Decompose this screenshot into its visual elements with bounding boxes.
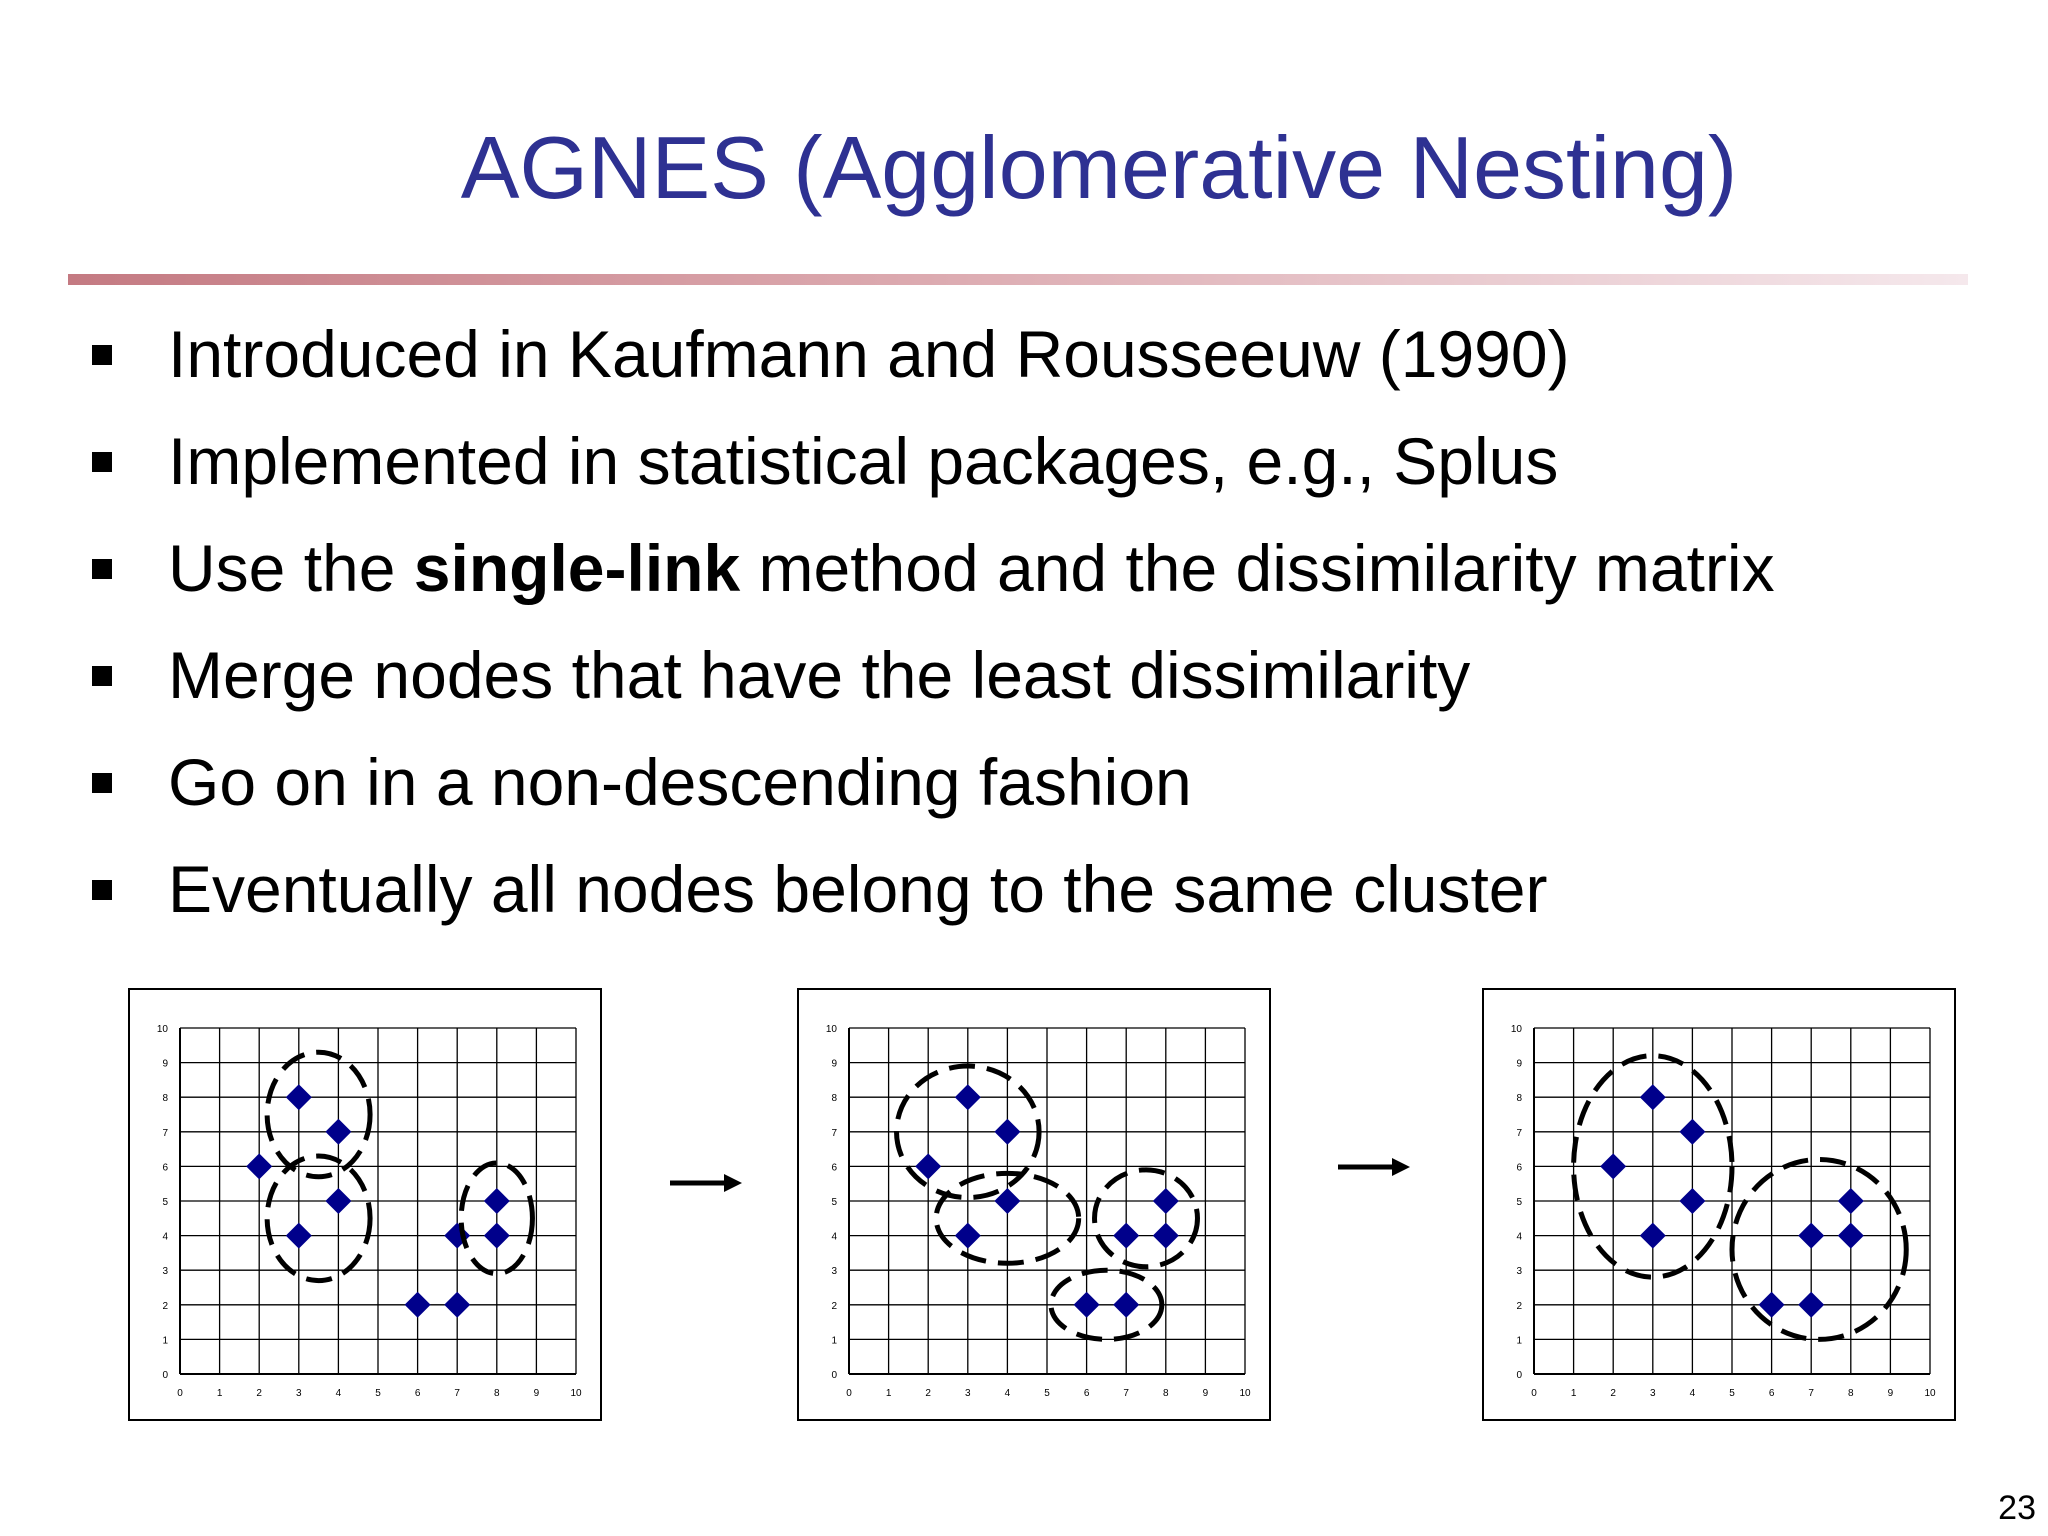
y-tick-label: 8	[1516, 1093, 1522, 1105]
y-tick-label: 2	[162, 1300, 168, 1312]
y-tick-label: 4	[1516, 1231, 1522, 1243]
data-point	[286, 1084, 312, 1110]
bullet-text-part: Merge nodes that have the least dissimilarity	[168, 637, 1471, 712]
data-point	[1679, 1188, 1705, 1214]
data-point	[444, 1292, 470, 1318]
x-tick-label: 9	[1202, 1388, 1209, 1399]
y-tick-label: 3	[162, 1266, 168, 1278]
data-point	[1838, 1188, 1864, 1214]
y-tick-label: 10	[825, 1024, 837, 1035]
bullet-square-icon	[92, 452, 112, 472]
bullet-item	[88, 835, 1988, 942]
data-point	[1074, 1292, 1100, 1318]
x-tick-label: 0	[1531, 1388, 1537, 1399]
bullet-text-part: method and the dissimilarity matrix	[740, 530, 1775, 605]
bullet-square-icon	[92, 345, 112, 365]
data-point	[955, 1223, 981, 1249]
bullet-list	[88, 300, 1988, 942]
y-tick-label: 3	[831, 1266, 837, 1278]
bullet-text	[168, 423, 1558, 499]
y-tick-label: 2	[1516, 1300, 1522, 1312]
y-tick-label: 9	[162, 1058, 168, 1070]
arrow-right-icon	[1336, 1152, 1412, 1182]
x-tick-label: 3	[965, 1388, 971, 1399]
y-tick-label: 3	[1516, 1266, 1522, 1278]
bullet-item	[88, 621, 1988, 728]
chart-step-3-plot	[1484, 990, 1958, 1423]
title-divider	[68, 274, 1968, 285]
data-point	[484, 1188, 510, 1214]
bullet-text	[168, 637, 1470, 713]
data-point	[1838, 1223, 1864, 1249]
cluster-outline	[1732, 1159, 1906, 1339]
chart-step-1-plot	[130, 990, 604, 1423]
x-tick-label: 0	[177, 1388, 183, 1399]
y-tick-label: 10	[156, 1024, 168, 1035]
bullet-item	[88, 728, 1988, 835]
y-tick-label: 8	[831, 1093, 837, 1105]
x-tick-label: 6	[414, 1388, 421, 1399]
data-point	[246, 1153, 272, 1179]
bullet-square-icon	[92, 666, 112, 686]
y-tick-label: 7	[831, 1127, 837, 1139]
y-tick-label: 0	[1516, 1370, 1522, 1381]
bullet-item	[88, 514, 1988, 621]
y-tick-label: 2	[831, 1300, 837, 1312]
data-point	[915, 1153, 941, 1179]
bullet-text-part: Use the	[168, 530, 414, 605]
y-tick-label: 10	[1510, 1024, 1522, 1035]
x-tick-label: 10	[1239, 1388, 1251, 1399]
bullet-text	[168, 744, 1192, 820]
y-tick-label: 1	[1516, 1335, 1522, 1347]
bullet-square-icon	[92, 880, 112, 900]
bullet-text	[168, 530, 1775, 606]
x-tick-label: 10	[570, 1388, 582, 1399]
bullet-text-part: Implemented in statistical packages, e.g., Splus	[168, 423, 1559, 498]
x-tick-label: 2	[256, 1388, 262, 1399]
x-tick-label: 5	[1729, 1388, 1735, 1399]
data-point	[1798, 1292, 1824, 1318]
x-tick-label: 8	[1163, 1388, 1169, 1399]
bullet-text	[168, 851, 1548, 927]
y-tick-label: 0	[162, 1370, 168, 1381]
data-point	[325, 1119, 351, 1145]
arrow-right-icon	[668, 1168, 744, 1198]
y-tick-label: 8	[162, 1093, 168, 1105]
y-tick-label: 7	[162, 1127, 168, 1139]
data-point	[484, 1223, 510, 1249]
page-number: 23	[1998, 1489, 2036, 1527]
y-tick-label: 1	[162, 1335, 168, 1347]
x-tick-label: 1	[1570, 1388, 1577, 1399]
data-point	[1640, 1084, 1666, 1110]
y-tick-label: 4	[831, 1231, 837, 1243]
x-tick-label: 2	[1610, 1388, 1616, 1399]
y-tick-label: 5	[162, 1197, 168, 1208]
y-tick-label: 6	[831, 1162, 837, 1174]
cluster-outline	[1095, 1170, 1198, 1267]
x-tick-label: 4	[335, 1388, 342, 1399]
x-tick-label: 5	[1044, 1388, 1050, 1399]
x-tick-label: 0	[846, 1388, 852, 1399]
bullet-item	[88, 407, 1988, 514]
y-tick-label: 9	[831, 1058, 837, 1070]
bullet-text-part: Go on in a non-descending fashion	[168, 744, 1192, 819]
x-tick-label: 3	[296, 1388, 302, 1399]
data-point	[1798, 1223, 1824, 1249]
data-point	[1153, 1223, 1179, 1249]
y-tick-label: 4	[162, 1231, 168, 1243]
x-tick-label: 4	[1689, 1388, 1696, 1399]
bullet-text-part: Eventually all nodes belong to the same cluster	[168, 851, 1548, 926]
x-tick-label: 5	[375, 1388, 381, 1399]
x-tick-label: 8	[1848, 1388, 1854, 1399]
bullet-item	[88, 300, 1988, 407]
y-tick-label: 1	[831, 1335, 837, 1347]
data-point	[1113, 1223, 1139, 1249]
y-tick-label: 6	[162, 1162, 168, 1174]
y-tick-label: 5	[831, 1197, 837, 1208]
x-tick-label: 9	[533, 1388, 540, 1399]
x-tick-label: 8	[494, 1388, 500, 1399]
x-tick-label: 6	[1768, 1388, 1775, 1399]
bullet-text	[168, 316, 1570, 392]
y-tick-label: 6	[1516, 1162, 1522, 1174]
data-point	[405, 1292, 431, 1318]
bullet-square-icon	[92, 559, 112, 579]
x-tick-label: 1	[216, 1388, 223, 1399]
bullet-bold-term: single-link	[413, 530, 741, 605]
data-point	[1640, 1223, 1666, 1249]
chart-step-2-plot	[799, 990, 1273, 1423]
x-tick-label: 7	[454, 1388, 460, 1399]
chart-step-3	[1482, 988, 1956, 1421]
data-point	[1153, 1188, 1179, 1214]
chart-step-2	[797, 988, 1271, 1421]
data-point	[994, 1119, 1020, 1145]
data-point	[955, 1084, 981, 1110]
slide-title: AGNES (Agglomerative Nesting)	[460, 118, 1738, 217]
x-tick-label: 2	[925, 1388, 931, 1399]
y-tick-label: 9	[1516, 1058, 1522, 1070]
x-tick-label: 7	[1808, 1388, 1814, 1399]
x-tick-label: 1	[885, 1388, 892, 1399]
data-point	[1679, 1119, 1705, 1145]
y-tick-label: 5	[1516, 1197, 1522, 1208]
data-point	[286, 1223, 312, 1249]
chart-step-1	[128, 988, 602, 1421]
x-tick-label: 7	[1123, 1388, 1129, 1399]
bullet-square-icon	[92, 773, 112, 793]
y-tick-label: 0	[831, 1370, 837, 1381]
bullet-text-part: Introduced in Kaufmann and Rousseeuw (1990)	[168, 316, 1570, 391]
x-tick-label: 10	[1924, 1388, 1936, 1399]
y-tick-label: 7	[1516, 1127, 1522, 1139]
x-tick-label: 3	[1650, 1388, 1656, 1399]
x-tick-label: 9	[1887, 1388, 1894, 1399]
data-point	[1113, 1292, 1139, 1318]
data-point	[1600, 1153, 1626, 1179]
x-tick-label: 4	[1004, 1388, 1011, 1399]
data-point	[325, 1188, 351, 1214]
x-tick-label: 6	[1083, 1388, 1090, 1399]
data-point	[1759, 1292, 1785, 1318]
